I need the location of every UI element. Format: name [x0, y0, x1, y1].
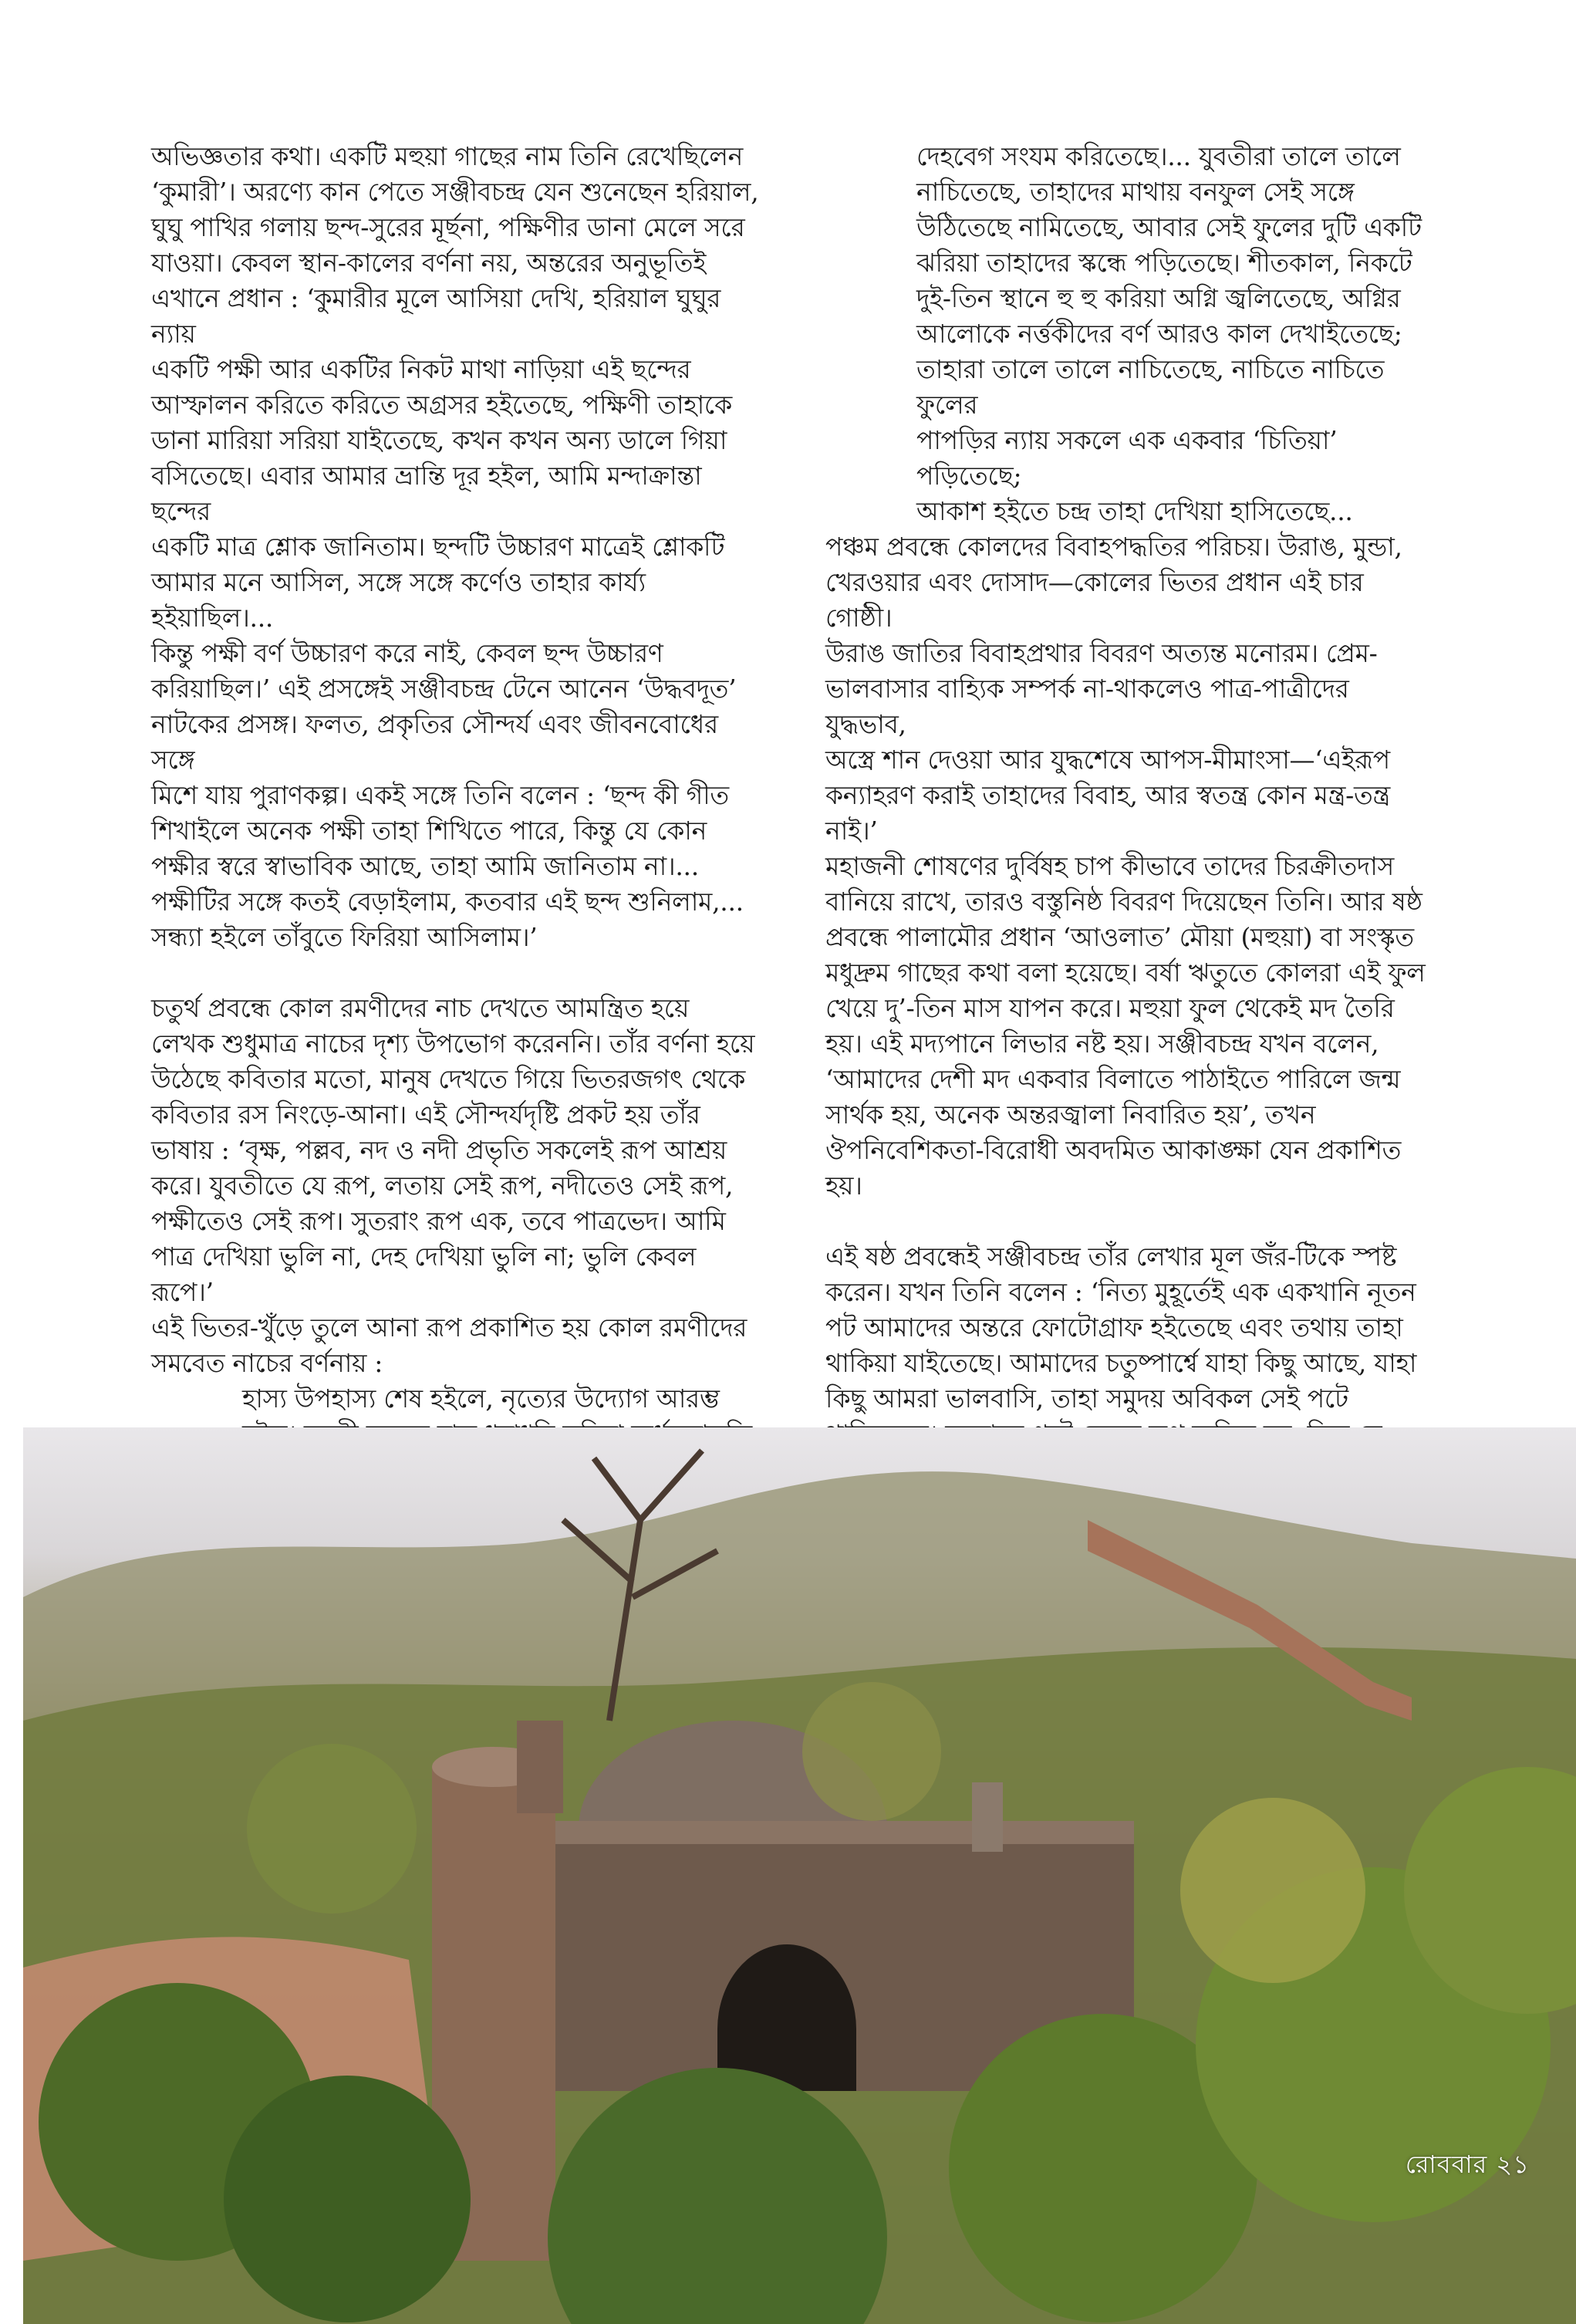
right-para-3: পঞ্চম প্রবন্ধে কোলদের বিবাহপদ্ধতির পরিচয়। উরাঙ, মুন্ডা, খেরওয়ার এবং দোসাদ—কোলের ভিতর প্রধান এই চার গোষ্ঠী। উরাঙ জাতির বিবাহপ্রথার বিবরণ অত্যন্ত মনোরম। প্রেম- ভালবাসার বাহ্যিক সম্পর্ক না-থাকলেও পাত্র-পাত্রীদের যুদ্ধভাব, অস্ত্রে শান দেওয়া আর যুদ্ধশেষে আপস-মীমাংসা—‘এইরূপ কন্যাহরণ করাই তাহাদের বিবাহ, আর স্বতন্ত্র কোন মন্ত্র-তন্ত্র নাই।’ মহাজনী শোষণের দুর্বিষহ চাপ কীভাবে তাদের চিরক্রীতদাস বানিয়ে রাখে, তারও বস্তুনিষ্ঠ বিবরণ দিয়েছেন তিনি। আর ষষ্ঠ প্রবন্ধে পালামৌর প্রধান ‘আওলাত’ মৌয়া (মহুয়া) বা সংস্কৃত মধুদ্রুম গাছের কথা বলা হয়েছে। বর্ষা ঋতুতে কোলরা এই ফুল খেয়ে দু’-তিন মাস যাপন করে। মহুয়া ফুল থেকেই মদ তৈরি হয়। এই মদ্যপানে লিভার নষ্ট হয়। সঞ্জীবচন্দ্র যখন বলেন, ‘আমাদের দেশী মদ একবার বিলাতে পাঠাইতে পারিলে জন্ম সার্থক হয়, অনেক অন্তরজ্বালা নিবারিত হয়’, তখন ঔপনিবেশিকতা-বিরোধী অবদমিত আকাঙ্ক্ষা যেন প্রকাশিত হয়। — [825, 532, 1426, 1201]
ruins-photo-illustration — [23, 1427, 1576, 2324]
right-para-4: এই ষষ্ঠ প্রবন্ধেই সঞ্জীবচন্দ্র তাঁর লেখার মূল জঁর-টিকে স্পষ্ট করেন। যখন তিনি বলেন : ‘নিত্য মুহূর্তেই এক একখানি নূতন পট আমাদের অন্তরে ফোটোগ্রাফ হইতেছে এবং তথায় তাহা থাকিয়া যাইতেছে। আমাদের চতুষ্পার্শ্বে যাহা কিছু আছে, যাহা কিছু আমরা ভালবাসি, তাহা সমুদয় অবিকল সেই পটে — [825, 1241, 1417, 1414]
left-para-1: অভিজ্ঞতার কথা। একটি মহুয়া গাছের নাম তিনি রেখেছিলেন ‘কুমারী’। অরণ্যে কান পেতে সঞ্জীবচন্দ্র যেন শুনেছেন হরিয়াল, ঘুঘু পাখির গলায় ছন্দ-সুরের মূর্ছনা, পক্ষিণীর ডানা মেলে সরে যাওয়া। কেবল স্থান-কালের বর্ণনা নয়, অন্তরের অনুভূতিই এখানে প্রধান : ‘কুমারীর মূলে আসিয়া দেখি, হরিয়াল ঘুঘুর ন্যায় একটি পক্ষী আর একটির নিকট মাথা নাড়িয়া এই ছন্দের আস্ফালন করিতে করিতে অগ্রসর হইতেছে, পক্ষিণী তাহাকে ডানা মারিয়া সরিয়া যাইতেছে, কখন কখন অন্য ডালে গিয়া বসিতেছে। এবার আমার ভ্রান্তি দূর হইল, আমি মন্দাক্রান্তা ছন্দের একটি মাত্র শ্লোক জানিতাম। ছন্দটি উচ্চারণ মাত্রেই শ্লোকটি আমার মনে আসিল, সঙ্গে সঙ্গে কর্ণেও তাহার কার্য্য হইয়াছিল।... কিন্তু পক্ষী বর্ণ উচ্চারণ করে নাই, কেবল ছন্দ উচ্চারণ করিয়াছিল।’ এই প্রসঙ্গেই সঞ্জীবচন্দ্র টেনে আনেন ‘উদ্ধবদূত’ নাটকের প্রসঙ্গ। ফলত, প্রকৃতির সৌন্দর্য এবং জীবনবোধের সঙ্গে মিশে যায় পুরাণকল্প। একই সঙ্গে তিনি বলেন : ‘ছন্দ কী গীত শিখাইলে অনেক পক্ষী তাহা শিখিতে পারে, কিন্তু যে কোন পক্ষীর স্বরে স্বাভাবিক আছে, তাহা আমি জানিতাম না।... পক্ষীটির সঙ্গে কতই বেড়াইলাম, কতবার এই ছন্দ শুনিলাম,... সন্ধ্যা হইলে তাঁবুতে ফিরিয়া আসিলাম।’ — [151, 141, 759, 952]
left-quote: হাস্য উপহাস্য শেষ হইলে, নৃত্যের উদ্যোগ আরম্ভ — [242, 1383, 720, 1414]
page-number: রোববার ২১ — [1405, 2150, 1530, 2179]
ruins-photo — [23, 1427, 1576, 2324]
right-quote-continued: দেহবেগ সংযম করিতেছে।... যুবতীরা তালে তালে নাচিতেছে, তাহাদের মাথায় বনফুল সেই সঙ্গে উঠিতেছে নামিতেছে, আবার সেই ফুলের দুটি একটি ঝরিয়া তাহাদের স্কন্ধে পড়িতেছে। শীতকাল, নিকটে দুই-তিন স্থানে হু হু করিয়া অগ্নি জ্বলিতেছে, অগ্নির আলোকে নর্ত্তকীদের বর্ণ আরও কাল দেখাইতেছে; তাহারা তালে তালে নাচিতেছে, নাচিতে নাচিতে ফুলের পাপড়ির ন্যায় সকলে এক একবার ‘চিতিয়া’ পড়িতেছে; আকাশ হইতে চন্দ্র তাহা দেখিয়া হাসিতেছে... — [916, 141, 1422, 526]
left-para-2: চতুর্থ প্রবন্ধে কোল রমণীদের নাচ দেখতে আমন্ত্রিত হয়ে লেখক শুধুমাত্র নাচের দৃশ্য উপভোগ করেননি। তাঁর বর্ণনা হয়ে উঠেছে কবিতার মতো, মানুষ দেখতে গিয়ে ভিতরজগৎ থেকে কবিতার রস নিংড়ে-আনা। এই সৌন্দর্যদৃষ্টি প্রকট হয় তাঁর ভাষায় : ‘বৃক্ষ, পল্লব, নদ ও নদী প্রভৃতি সকলেই রূপ আশ্রয় করে। যুবতীতে যে রূপ, লতায় সেই রূপ, নদীতেও সেই রূপ, পক্ষীতেও সেই রূপ। সুতরাং রূপ এক, তবে পাত্রভেদ। আমি পাত্র দেখিয়া ভুলি না, দেহ দেখিয়া ভুলি না; ভুলি কেবল রূপে।’ এই ভিতর-খুঁড়ে তুলে আনা রূপ প্রকাশিত হয় কোল রমণীদের সমবেত নাচের বর্ণনায় : — [151, 993, 755, 1378]
